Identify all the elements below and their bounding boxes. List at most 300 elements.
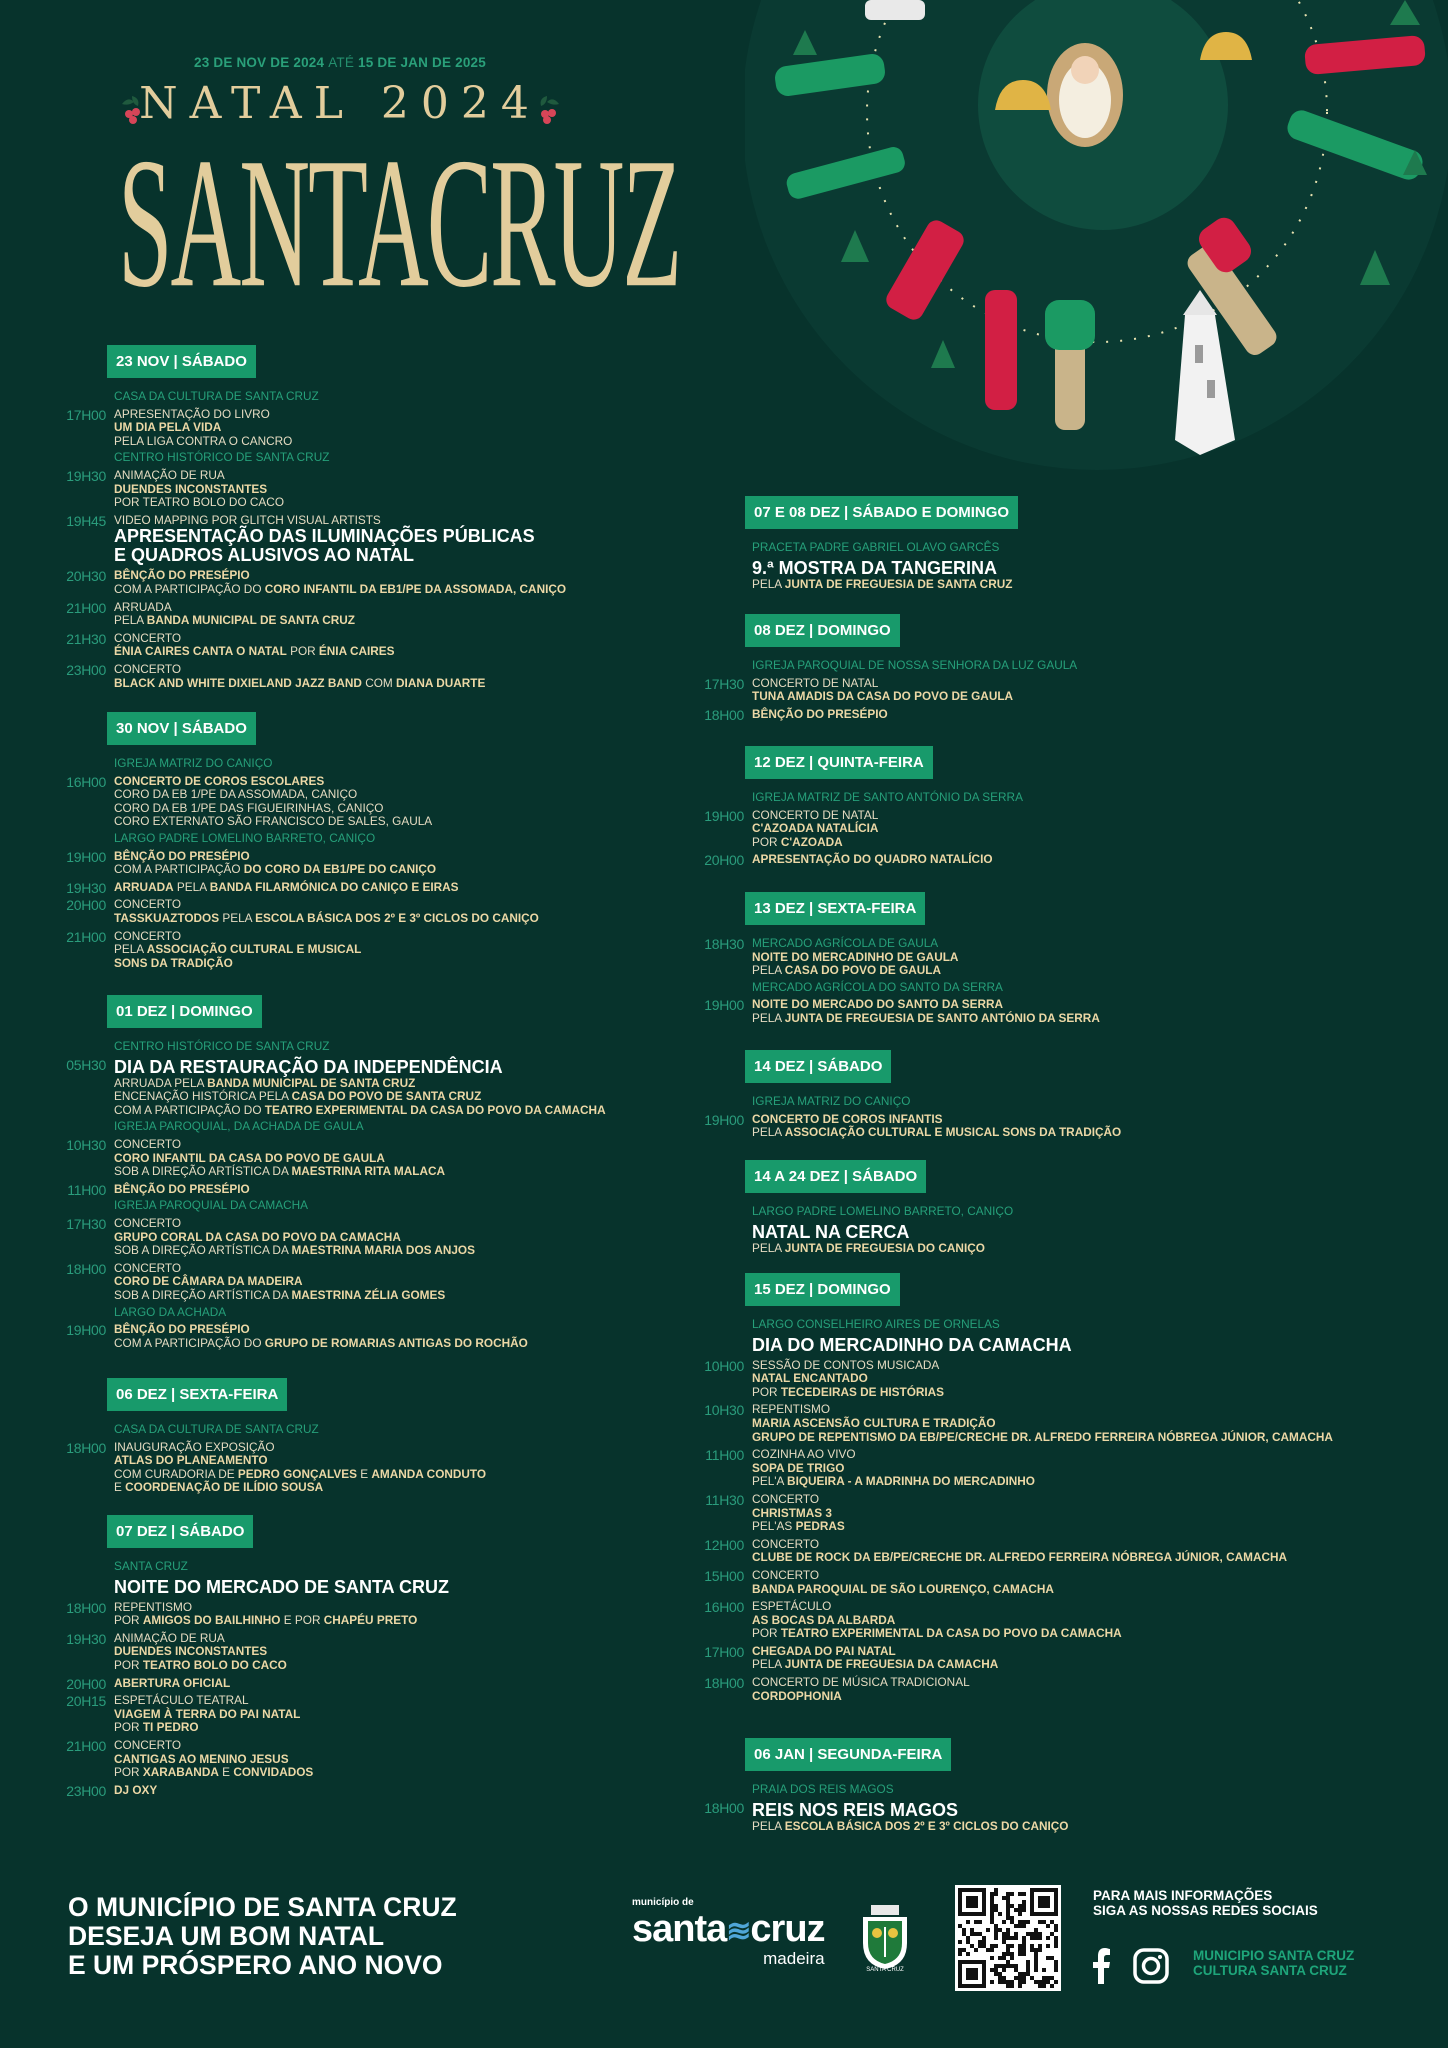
event-text: PELA: [752, 576, 785, 591]
event-text: COM A PARTICIPAÇÃO DO: [114, 1335, 265, 1350]
event-time: 18H00: [66, 1599, 106, 1616]
venue-name: LARGO DA ACHADA: [114, 1304, 227, 1319]
day-badge: 14 DEZ | SÁBADO: [745, 1050, 891, 1083]
event-highlight: C'AZOADA: [780, 834, 843, 849]
event-item: [0, 1739, 449, 1780]
event-time: 19H00: [704, 1111, 744, 1128]
event-time: 20H15: [66, 1693, 106, 1710]
logo-small-text: município de: [632, 1897, 694, 1908]
event-line: [114, 1165, 606, 1179]
event-line: [752, 1507, 1333, 1521]
event-item: [0, 569, 566, 596]
event-text: E: [218, 1765, 234, 1780]
event-item: [0, 1323, 606, 1350]
event-item: [0, 514, 566, 566]
event-text: REPENTISMO: [114, 1599, 192, 1614]
event-time: 23H00: [66, 661, 106, 678]
event-line: [752, 998, 1100, 1012]
event-line: [752, 1462, 1333, 1476]
event-text: SOB A DIREÇÃO ARTÍSTICA DA: [114, 1287, 292, 1302]
event-headline: REIS NOS REIS MAGOS: [752, 1799, 959, 1820]
entry-list: [0, 390, 566, 690]
event-item: [0, 1058, 606, 1118]
event-item: [0, 930, 539, 971]
event-highlight: DIANA DUARTE: [396, 675, 486, 690]
venue: [638, 981, 1100, 995]
event-time: 16H00: [704, 1599, 744, 1616]
event-line: [114, 408, 566, 422]
day-badge: 23 NOV | SÁBADO: [107, 345, 256, 378]
event-line: [114, 1784, 449, 1798]
event-text: PELA: [752, 1818, 785, 1833]
event-highlight: BANDA FILARMÓNICA DO CANIÇO E EIRAS: [209, 879, 459, 894]
facebook-handle[interactable]: MUNICIPIO SANTA CRUZ: [1193, 1948, 1355, 1963]
event-highlight: ÉNIA CAIRES CANTA O NATAL: [114, 644, 287, 659]
event-line: [114, 614, 566, 628]
event-time: 18H00: [66, 1439, 106, 1456]
event-line: [114, 1441, 486, 1455]
event-item: [0, 850, 539, 877]
event-line: [114, 1183, 606, 1197]
event-highlight: BÊNÇÃO DO PRESÉPIO: [114, 1322, 250, 1337]
event-item: [0, 1183, 606, 1197]
event-line: [114, 632, 566, 646]
event-highlight: ABERTURA OFICIAL: [114, 1675, 231, 1690]
event-line: [752, 1627, 1333, 1641]
day-badge: 07 DEZ | SÁBADO: [107, 1515, 253, 1548]
greeting-line: O MUNICÍPIO DE SANTA CRUZ: [68, 1892, 457, 1922]
event-item: [0, 1677, 449, 1691]
event-line: [752, 1493, 1333, 1507]
event-text: SOB A DIREÇÃO ARTÍSTICA DA: [114, 1243, 292, 1258]
venue-name: PRAIA DOS REIS MAGOS: [752, 1782, 894, 1796]
event-line: [752, 964, 1100, 978]
municipio-santa-cruz-logo: [632, 1897, 825, 1969]
entry-list: [638, 1205, 1013, 1255]
event-line: [114, 898, 539, 912]
event-text: CONCERTO: [752, 1536, 820, 1551]
event-highlight: MAESTRINA ZÉLIA GOMES: [291, 1287, 446, 1302]
event-text: PELA: [114, 942, 147, 957]
venue-name: CENTRO HISTÓRICO DE SANTA CRUZ: [114, 1039, 330, 1053]
event-line: [114, 1058, 606, 1077]
event-highlight: SOPA DE TRIGO: [752, 1460, 845, 1475]
event-item: [0, 469, 566, 510]
event-highlight: ESCOLA BÁSICA DOS 2º E 3º CICLOS DO CANIÇO: [784, 1818, 1069, 1833]
date-end: 15 DE JAN DE 2025: [358, 55, 486, 70]
event-text: CORO DA EB 1/PE DA ASSOMADA, CANIÇO: [114, 787, 358, 802]
event-item: [0, 601, 566, 628]
event-text: CONCERTO: [114, 1737, 182, 1752]
venue: [638, 1095, 1121, 1109]
date-separator: ATÉ: [328, 55, 355, 70]
venue: [638, 1205, 1013, 1219]
venue: [0, 1199, 606, 1213]
event-highlight: MAESTRINA RITA MALACA: [291, 1164, 446, 1179]
event-item: [638, 559, 1018, 592]
instagram-handle[interactable]: CULTURA SANTA CRUZ: [1193, 1963, 1347, 1978]
event-item: [0, 1578, 449, 1597]
event-line: [114, 1766, 449, 1780]
event-line: [114, 788, 539, 802]
event-time: 18H00: [704, 1675, 744, 1692]
christmas-circle-illustration: [745, 0, 1448, 475]
day-block: [0, 345, 566, 690]
event-headline: APRESENTAÇÃO DAS ILUMINAÇÕES PÚBLICAS: [114, 526, 535, 547]
event-time: 23H00: [66, 1782, 106, 1799]
event-highlight: NOITE DO MERCADO DO SANTO DA SERRA: [752, 997, 1004, 1012]
event-highlight: JUNTA DE FREGUESIA DE SANTO ANTÓNIO DA SERRA: [784, 1010, 1100, 1025]
day-badge: 15 DEZ | DOMINGO: [745, 1273, 900, 1306]
event-item: [0, 1784, 449, 1798]
event-time: 15H00: [704, 1567, 744, 1584]
event-text: COM A PARTICIPAÇÃO DO: [114, 581, 265, 596]
event-item: [638, 677, 1077, 704]
event-line: [114, 863, 539, 877]
day-block: [0, 1515, 449, 1797]
day-block: [0, 995, 606, 1350]
logo-region: madeira: [763, 1949, 825, 1968]
day-block: [638, 1050, 1121, 1140]
event-line: [114, 1217, 606, 1231]
event-line: [752, 1126, 1121, 1140]
event-highlight: JUNTA DE FREGUESIA DE SANTA CRUZ: [784, 576, 1013, 591]
event-text: COM A PARTICIPAÇÃO: [114, 862, 244, 877]
event-text: POR: [114, 1657, 143, 1672]
event-text: POR: [286, 644, 319, 659]
venue-name: CASA DA CULTURA DE SANTA CRUZ: [114, 1422, 319, 1436]
event-time: 21H00: [66, 928, 106, 945]
greeting-line: DESEJA UM BOM NATAL: [68, 1921, 385, 1951]
event-highlight: ATLAS DO PLANEAMENTO: [114, 1453, 268, 1468]
event-text: VIDEO MAPPING POR GLITCH VISUAL ARTISTS: [114, 512, 381, 527]
event-highlight: TECEDEIRAS DE HISTÓRIAS: [780, 1384, 945, 1399]
event-line: [752, 1475, 1333, 1489]
event-item: [0, 1632, 449, 1673]
venue-name: MERCADO AGRÍCOLA DE GAULA: [752, 936, 939, 950]
event-line: [752, 1583, 1333, 1597]
event-text: PELA: [752, 1240, 785, 1255]
event-line: [752, 836, 1023, 850]
event-line: [752, 1242, 1013, 1256]
event-highlight: JUNTA DE FREGUESIA DO CANIÇO: [784, 1240, 985, 1255]
event-line: [114, 1337, 606, 1351]
venue: [638, 1318, 1333, 1332]
coat-of-arms-icon: [855, 1903, 915, 1973]
event-text: ARRUADA PELA: [114, 1075, 208, 1090]
crest-text: SANTA CRUZ: [866, 1967, 904, 1973]
title-natal-2024: NATAL 2024: [139, 78, 541, 129]
venue: [0, 1120, 606, 1134]
event-text: CONCERTO DE MÚSICA TRADICIONAL: [752, 1675, 970, 1690]
entry-list: [638, 1318, 1333, 1703]
event-item: [0, 663, 566, 690]
venue-name: IGREJA MATRIZ DE SANTO ANTÓNIO DA SERRA: [752, 790, 1023, 804]
event-highlight: CORO DE CÂMARA DA MADEIRA: [114, 1274, 303, 1289]
event-line: [114, 1289, 606, 1303]
entry-list: [638, 791, 1023, 867]
event-time: 18H00: [704, 706, 744, 723]
event-text: PELA: [752, 1010, 785, 1025]
event-line: [752, 1113, 1121, 1127]
date-range: [0, 55, 680, 70]
event-text: POR: [114, 1720, 143, 1735]
event-item: [0, 898, 539, 925]
instagram-icon[interactable]: [1133, 1948, 1169, 1984]
entry-list: [638, 937, 1100, 1026]
event-item: [638, 937, 1100, 978]
venue-name: IGREJA PAROQUIAL DE NOSSA SENHORA DA LUZ GAULA: [752, 658, 1078, 672]
logo-cruz: cruz: [750, 1908, 825, 1950]
venue-name: IGREJA PAROQUIAL DA CAMACHA: [114, 1198, 309, 1213]
venue: [638, 541, 1018, 555]
info-line: PARA MAIS INFORMAÇÕES: [1093, 1888, 1273, 1903]
event-item: [0, 1262, 606, 1303]
event-line: [114, 1645, 449, 1659]
day-block: [0, 1378, 486, 1495]
event-time: 21H30: [66, 630, 106, 647]
event-highlight: DUENDES INCONSTANTES: [114, 481, 268, 496]
event-text: PELA: [752, 963, 785, 978]
event-item: [638, 1336, 1333, 1355]
venue: [0, 757, 539, 771]
entry-list: [638, 659, 1077, 721]
event-highlight: CORO INFANTIL DA CASA DO POVO DE GAULA: [114, 1150, 385, 1165]
event-line: [114, 569, 566, 583]
event-line: [752, 1336, 1333, 1355]
event-item: [638, 853, 1023, 867]
event-highlight: VIAGEM À TERRA DO PAI NATAL: [114, 1706, 301, 1721]
event-line: [114, 881, 539, 895]
event-line: [114, 1601, 449, 1615]
event-line: [752, 1658, 1333, 1672]
event-text: ANIMAÇÃO DE RUA: [114, 467, 225, 482]
event-highlight: BÊNÇÃO DO PRESÉPIO: [114, 1181, 250, 1196]
entry-list: [0, 757, 539, 970]
event-time: 10H30: [704, 1402, 744, 1419]
event-text: PELA: [219, 910, 256, 925]
event-line: [114, 1262, 606, 1276]
event-time: 19H30: [66, 879, 106, 896]
event-highlight: PEDRO GONÇALVES: [237, 1466, 357, 1481]
event-item: [0, 1601, 449, 1628]
event-line: [114, 1694, 449, 1708]
event-highlight: ARRUADA: [114, 879, 174, 894]
event-item: [638, 998, 1100, 1025]
day-block: [638, 1738, 1069, 1833]
event-line: [114, 1708, 449, 1722]
event-highlight: ASSOCIAÇÃO CULTURAL E MUSICAL: [146, 942, 362, 957]
venue-name: CENTRO HISTÓRICO DE SANTA CRUZ: [114, 450, 330, 465]
day-badge: 14 A 24 DEZ | SÁBADO: [745, 1160, 926, 1193]
event-text: ANIMAÇÃO DE RUA: [114, 1630, 225, 1645]
event-line: [114, 1454, 486, 1468]
event-item: [638, 1569, 1333, 1596]
event-line: [114, 1578, 449, 1597]
event-time: 20H00: [704, 852, 744, 869]
event-text: POR: [114, 1765, 143, 1780]
event-line: [752, 1448, 1333, 1462]
event-highlight: TUNA AMADIS DA CASA DO POVO DE GAULA: [752, 689, 1014, 704]
venue-name: CASA DA CULTURA DE SANTA CRUZ: [114, 389, 319, 403]
event-highlight: CHAPÉU PRETO: [323, 1613, 418, 1628]
event-time: 11H30: [705, 1491, 744, 1508]
event-highlight: CLUBE DE ROCK DA EB/PE/CRECHE DR. ALFREDO FERREIRA NÓBREGA JÚNIOR, CAMACHA: [752, 1550, 1288, 1565]
event-line: [752, 1012, 1100, 1026]
event-headline: DIA DO MERCADINHO DA CAMACHA: [752, 1334, 1072, 1355]
title-santa-cruz: SANTACRUZ: [118, 121, 681, 327]
day-block: [638, 496, 1018, 591]
venue-name: LARGO CONSELHEIRO AIRES DE ORNELAS: [752, 1317, 1000, 1331]
event-time: 20H30: [66, 568, 106, 585]
event-text: PELA: [173, 879, 210, 894]
event-line: [752, 1551, 1333, 1565]
event-highlight: BANDA MUNICIPAL DE SANTA CRUZ: [146, 613, 355, 628]
day-badge: 12 DEZ | QUINTA-FEIRA: [745, 746, 933, 779]
event-line: [752, 1417, 1333, 1431]
event-line: [114, 1632, 449, 1646]
day-block: [638, 746, 1023, 867]
event-item: [0, 632, 566, 659]
day-block: [638, 892, 1100, 1026]
facebook-icon[interactable]: [1093, 1948, 1111, 1984]
event-text: ESPETÁCULO TEATRAL: [114, 1693, 249, 1708]
event-line: [114, 912, 539, 926]
event-item: [638, 1113, 1121, 1140]
event-text: COM: [361, 675, 397, 690]
event-line: [752, 1538, 1333, 1552]
event-text: E: [114, 1480, 126, 1495]
event-text: E POR: [280, 1613, 324, 1628]
event-line: [114, 1231, 606, 1245]
event-line: [114, 775, 539, 789]
day-badge: 30 NOV | SÁBADO: [107, 712, 256, 745]
event-text: CONCERTO: [114, 1260, 182, 1275]
event-item: [638, 1801, 1069, 1834]
event-highlight: GRUPO CORAL DA CASA DO POVO DA CAMACHA: [114, 1229, 401, 1244]
event-highlight: BIQUEIRA - A MADRINHA DO MERCADINHO: [787, 1474, 1035, 1489]
event-highlight: BANDA MUNICIPAL DE SANTA CRUZ: [207, 1075, 416, 1090]
event-highlight: AMANDA CONDUTO: [371, 1466, 487, 1481]
event-highlight: JUNTA DE FREGUESIA DA CAMACHA: [784, 1657, 999, 1672]
event-highlight: APRESENTAÇÃO DO QUADRO NATALÍCIO: [752, 852, 993, 867]
event-line: [752, 809, 1023, 823]
event-line: [114, 663, 566, 677]
event-highlight: AMIGOS DO BAILHINHO: [142, 1613, 281, 1628]
event-time: 20H00: [66, 1675, 106, 1692]
event-highlight: XARABANDA: [142, 1765, 219, 1780]
venue: [638, 659, 1077, 673]
day-badge: 06 DEZ | SEXTA-FEIRA: [107, 1378, 287, 1411]
event-highlight: CONVIDADOS: [233, 1765, 314, 1780]
event-item: [638, 1676, 1333, 1703]
event-line: [114, 677, 566, 691]
event-text: INAUGURAÇÃO EXPOSIÇÃO: [114, 1439, 275, 1454]
event-line: [752, 937, 1100, 951]
event-highlight: ASSOCIAÇÃO CULTURAL E MUSICAL SONS DA TRADIÇÃO: [784, 1125, 1122, 1140]
day-badge: 01 DEZ | DOMINGO: [107, 995, 262, 1028]
event-text: POR: [752, 834, 781, 849]
event-text: CONCERTO DE NATAL: [752, 807, 879, 822]
event-highlight: CHRISTMAS 3: [752, 1505, 832, 1520]
event-line: [114, 1077, 606, 1091]
entry-list: [638, 1095, 1121, 1140]
event-line: [752, 1614, 1333, 1628]
event-line: [752, 1431, 1333, 1445]
event-line: [114, 1659, 449, 1673]
event-highlight: TI PEDRO: [142, 1720, 199, 1735]
event-text: E: [356, 1466, 372, 1481]
event-line: [114, 527, 566, 546]
event-line: [752, 1403, 1333, 1417]
event-line: [114, 421, 566, 435]
greeting-line: E UM PRÓSPERO ANO NOVO: [68, 1950, 443, 1980]
event-highlight: COORDENAÇÃO DE ILÍDIO SOUSA: [125, 1480, 324, 1495]
event-text: CORO EXTERNATO SÃO FRANCISCO DE SALES, GAULA: [114, 814, 433, 829]
event-headline: NOITE DO MERCADO DE SANTA CRUZ: [114, 1576, 449, 1597]
event-text: ARRUADA: [114, 599, 172, 614]
event-highlight: CHEGADA DO PAI NATAL: [752, 1643, 896, 1658]
event-time: 18H30: [704, 936, 744, 952]
event-line: [114, 483, 566, 497]
event-line: [752, 1676, 1333, 1690]
event-line: [752, 853, 1023, 867]
event-text: CONCERTO: [114, 928, 182, 943]
event-time: 19H30: [66, 1630, 106, 1647]
event-text: PEL'AS: [752, 1519, 796, 1534]
event-line: [114, 469, 566, 483]
event-headline: NATAL NA CERCA: [752, 1221, 910, 1242]
event-text: CONCERTO: [114, 897, 182, 912]
event-line: [114, 1468, 486, 1482]
event-item: [0, 881, 539, 895]
event-line: [114, 583, 566, 597]
entry-list: [0, 1040, 606, 1350]
event-highlight: TEATRO BOLO DO CACO: [142, 1657, 287, 1672]
event-highlight: DUENDES INCONSTANTES: [114, 1644, 268, 1659]
event-time: 19H00: [66, 1322, 106, 1339]
event-line: [752, 1372, 1333, 1386]
event-line: [114, 850, 539, 864]
event-highlight: CANTIGAS AO MENINO JESUS: [114, 1751, 289, 1766]
event-text: CONCERTO: [752, 1491, 820, 1506]
event-item: [638, 1645, 1333, 1672]
season-greeting: [68, 1893, 457, 1980]
event-line: [752, 578, 1018, 592]
social-handles: [1193, 1948, 1354, 1978]
day-block: [638, 1273, 1333, 1703]
event-time: 20H00: [66, 897, 106, 914]
event-highlight: AS BOCAS DA ALBARDA: [752, 1612, 896, 1627]
event-time: 18H00: [66, 1260, 106, 1277]
venue-name: LARGO PADRE LOMELINO BARRETO, CANIÇO: [114, 830, 376, 845]
day-block: [0, 712, 539, 970]
event-highlight: NATAL ENCANTADO: [752, 1371, 868, 1386]
venue: [0, 451, 566, 465]
date-start: 23 DE NOV DE 2024: [194, 55, 325, 70]
event-text: COM A PARTICIPAÇÃO DO: [114, 1102, 265, 1117]
event-headline: E QUADROS ALUSIVOS AO NATAL: [114, 545, 415, 566]
day-block: [638, 614, 1077, 721]
venue-name: PRACETA PADRE GABRIEL OLAVO GARCÊS: [752, 540, 1000, 554]
event-line: [752, 1520, 1333, 1534]
venue: [0, 832, 539, 846]
event-line: [752, 1600, 1333, 1614]
event-highlight: MARIA ASCENSÃO CULTURA E TRADIÇÃO: [752, 1415, 996, 1430]
event-highlight: PEDRAS: [795, 1519, 845, 1534]
event-highlight: C'AZOADA NATALÍCIA: [752, 821, 879, 836]
qr-code[interactable]: [955, 1885, 1061, 1991]
